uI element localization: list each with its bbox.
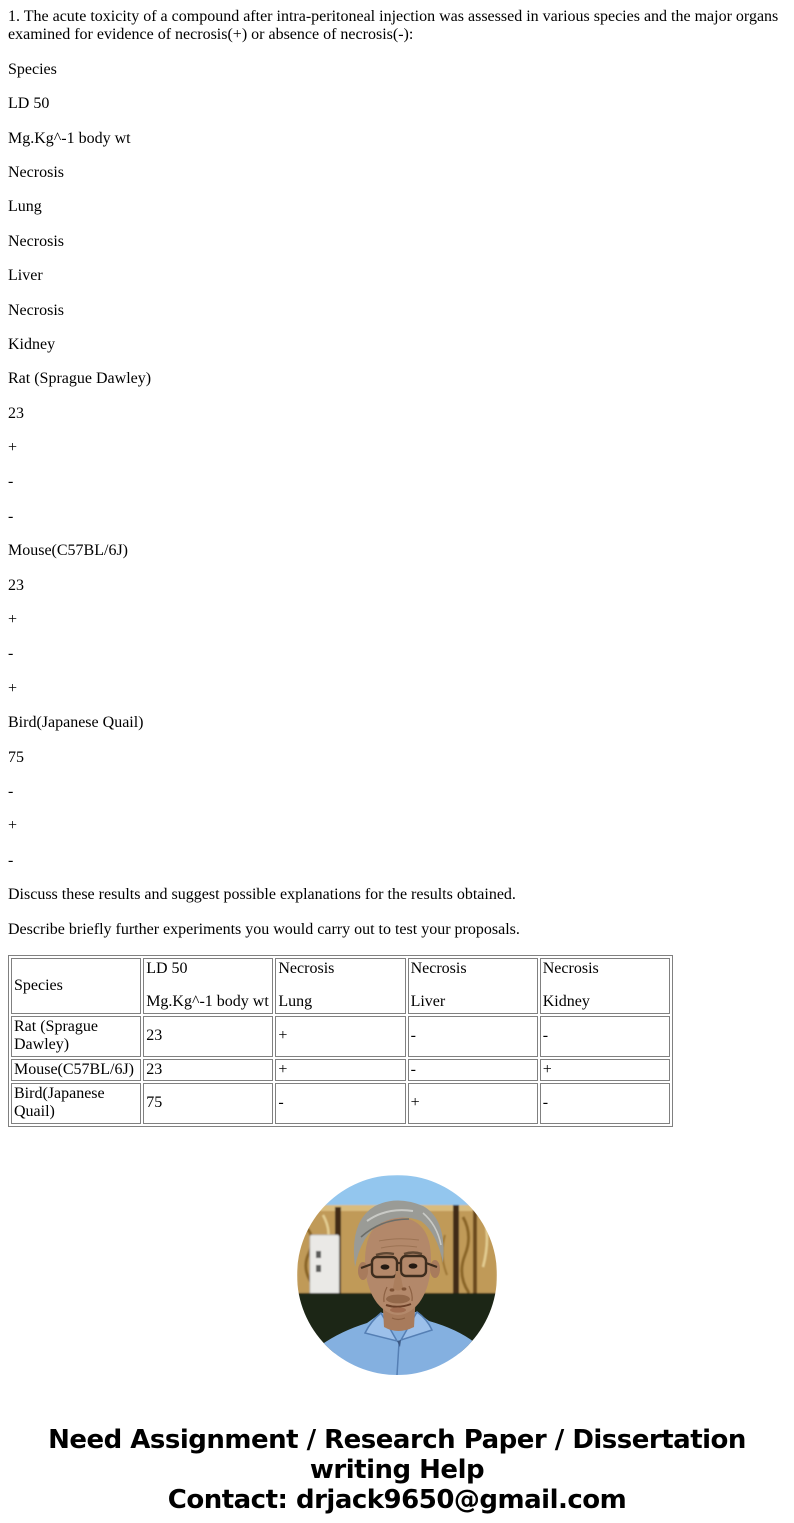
- doc-line: +: [8, 439, 18, 457]
- header-cell-species: Species: [11, 958, 141, 1014]
- doc-line: +: [8, 817, 18, 835]
- describe-paragraph: Describe briefly further experiments you would carry out to test your proposals.: [8, 920, 520, 938]
- portrait-photo: [8, 1175, 786, 1375]
- table-row-mouse: [11, 1059, 670, 1081]
- cell-species: Bird(Japanese Quail): [11, 1083, 141, 1124]
- discuss-paragraph: Discuss these results and suggest possible explanations for the results obtained.: [8, 886, 516, 904]
- cell-species: Mouse(C57BL/6J): [11, 1059, 141, 1081]
- cell-species: Rat (Sprague Dawley): [11, 1016, 141, 1057]
- cell-liver: -: [408, 1016, 538, 1057]
- intro-paragraph: 1. The acute toxicity of a compound after intra-peritoneal injection was assessed in various species and the major organs examined for evidence of necrosis(+) or absence of necrosis(-):: [8, 8, 779, 44]
- doc-line: +: [8, 679, 18, 697]
- doc-line: -: [8, 473, 14, 491]
- document-body: [8, 8, 786, 1515]
- table-row-bird: [11, 1083, 670, 1124]
- cell-lung: +: [275, 1016, 405, 1057]
- header-cell-liver: Necrosis Liver: [408, 958, 538, 1014]
- doc-line: -: [8, 645, 14, 663]
- cell-lung: -: [275, 1083, 405, 1124]
- doc-line: Bird(Japanese Quail): [8, 714, 144, 732]
- cell-ld50: 23: [143, 1059, 273, 1081]
- doc-line: Mg.Kg^-1 body wt: [8, 129, 131, 147]
- cell-liver: -: [408, 1059, 538, 1081]
- doc-line: Necrosis: [8, 301, 64, 319]
- portrait-photo-image: [297, 1175, 497, 1375]
- results-table: [8, 955, 673, 1127]
- doc-line: LD 50: [8, 95, 50, 113]
- doc-line: -: [8, 782, 14, 800]
- cell-liver: +: [408, 1083, 538, 1124]
- cell-ld50: 75: [143, 1083, 273, 1124]
- doc-line: 75: [8, 748, 24, 766]
- table-header-row: [11, 958, 670, 1014]
- doc-line: Necrosis: [8, 232, 64, 250]
- cell-kidney: +: [540, 1059, 670, 1081]
- doc-line: -: [8, 507, 14, 525]
- cell-kidney: -: [540, 1083, 670, 1124]
- doc-line: Rat (Sprague Dawley): [8, 370, 152, 388]
- doc-line: Species: [8, 60, 57, 78]
- doc-line: Liver: [8, 267, 43, 285]
- footer-heading: Need Assignment / Research Paper / Dissertation writing Help: [48, 1424, 746, 1485]
- header-cell-lung: Necrosis Lung: [275, 958, 405, 1014]
- doc-line: Kidney: [8, 335, 56, 353]
- cell-kidney: -: [540, 1016, 670, 1057]
- header-cell-ld50: LD 50 Mg.Kg^-1 body wt: [143, 958, 273, 1014]
- doc-line: 23: [8, 404, 24, 422]
- doc-line: Necrosis: [8, 163, 64, 181]
- doc-line: -: [8, 851, 14, 869]
- doc-line: Lung: [8, 198, 42, 216]
- doc-line: +: [8, 611, 18, 629]
- doc-line: Mouse(C57BL/6J): [8, 542, 128, 560]
- table-row-rat: [11, 1016, 670, 1057]
- cell-lung: +: [275, 1059, 405, 1081]
- footer-ad: [8, 1425, 786, 1515]
- header-cell-kidney: Necrosis Kidney: [540, 958, 670, 1014]
- footer-contact: Contact: drjack9650@gmail.com: [167, 1484, 627, 1515]
- doc-line: 23: [8, 576, 24, 594]
- cell-ld50: 23: [143, 1016, 273, 1057]
